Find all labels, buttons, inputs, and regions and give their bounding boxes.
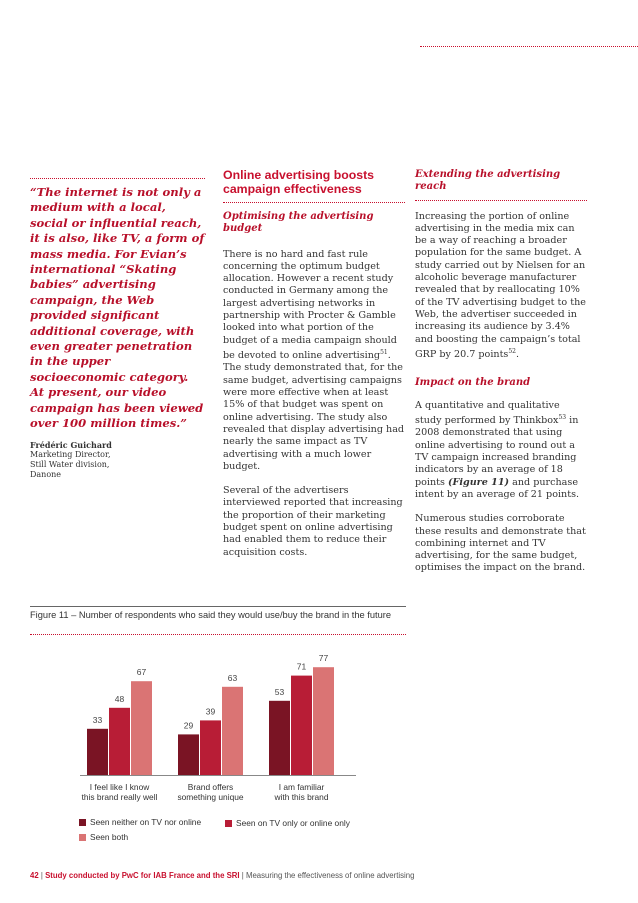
heading-rule <box>415 200 587 201</box>
footnote-ref: 53 <box>558 413 567 421</box>
quote-role-line: Marketing Director, <box>30 449 111 459</box>
pull-quote <box>30 178 205 480</box>
section-heading: Online advertising boosts campaign effectiveness <box>223 168 375 196</box>
legend-item: Seen neither on TV nor online <box>79 817 201 827</box>
paragraph: Several of the advertisers interviewed reported that increasing the proportion of their marketing budget spent on online advertising had enabled them to reduce their acquisition costs. <box>223 485 403 558</box>
footer-subtitle: Measuring the effectiveness of online advertising <box>245 871 415 880</box>
page-number: 42 <box>30 871 39 880</box>
footnote-ref: 51 <box>380 348 388 356</box>
quote-author: Frédéric Guichard <box>30 439 112 450</box>
quote-role-line: Danone <box>30 469 62 479</box>
paragraph: A quantitative and qualitative study performed by Thinkbox$^{53}$ in 2008 demonstrated that using online advertising to round out a TV campaign increased branding indicators by an average of 18 points (Figure 11) and purchase intent by an average of 21 points. <box>415 399 580 500</box>
quote-text: “The internet is not only a medium with a local, social or influential reach, it is also, like TV, a form of mass media. For Evian’s international “Skating babies” advertising campaign, the Web provided significant additional coverage, with even greater penetration in the upper socioeconomic category. At present, our video campaign has been viewed over 100 million times.” <box>30 185 205 431</box>
bar <box>131 681 152 775</box>
top-dotted-rule <box>420 46 638 47</box>
legend-swatch <box>79 834 86 841</box>
data-label: 67 <box>136 667 147 678</box>
column-middle <box>223 168 405 559</box>
data-label: 29 <box>183 720 194 731</box>
footer-title: Study conducted by PwC for IAB France and the SRI <box>45 871 240 880</box>
bar <box>313 667 334 775</box>
category-label: something unique <box>177 792 244 802</box>
quote-role-line: Still Water division, <box>30 459 110 469</box>
bar <box>109 708 130 775</box>
category-label: I feel like I know <box>89 782 150 792</box>
footnote-ref: 52 <box>508 347 516 355</box>
data-label: 48 <box>114 693 125 704</box>
data-label: 39 <box>205 706 216 717</box>
data-label: 53 <box>274 686 285 697</box>
bar <box>87 729 108 775</box>
bar <box>291 676 312 775</box>
data-label: 63 <box>227 672 238 683</box>
data-label: 77 <box>318 653 329 664</box>
legend-item: Seen on TV only or online only <box>225 818 350 828</box>
category-label: this brand really well <box>81 792 158 802</box>
paragraph: There is no hard and fast rule concerning the optimum budget allocation. However a recent study conducted in Germany among the largest advertising networks in partnership with Procter & Gamble looked into what portion of the budget of a media campaign should be devoted to online advertising$^{51}$. The study demonstrated that, for the same budget, advertising campaigns were more effective when at least 15% of that budget was spent on online advertising. The study also revealed that display advertising had nearly the same impact as TV advertising with a much lower budget. <box>223 248 405 472</box>
heading-rule <box>223 202 405 203</box>
legend-swatch <box>225 820 232 827</box>
bar <box>178 734 199 775</box>
legend-swatch <box>79 819 86 826</box>
bar <box>222 687 243 775</box>
bar <box>200 720 221 775</box>
section-heading: Extending the advertising reach <box>415 169 561 193</box>
data-label: 71 <box>296 661 307 672</box>
figure-ref: (Figure 11) <box>448 476 510 488</box>
paragraph: Increasing the portion of online advertising in the media mix can be a way of reaching a broader population for the same budget. A study carried out by Nielsen for an alcoholic beverage manufacturer revealed that by reallocating 10% of the TV advertising budget to the Web, the advertiser succeeded in increasing its audience by 3.4% and boosting the campaign’s total GRP by 20.7 points$^{52}$. <box>415 210 586 361</box>
category-label: I am familiar <box>278 782 325 792</box>
page-footer: 42 | Study conducted by PwC for IAB France and the SRI | Measuring the effectiveness of online advertising <box>30 871 415 880</box>
bar-chart <box>30 640 406 806</box>
category-label: Brand offers <box>187 782 234 792</box>
subheading: Optimising the advertising budget <box>223 211 374 235</box>
column-right <box>415 168 587 575</box>
figure-rule <box>30 634 406 635</box>
bar <box>269 701 290 775</box>
legend-item: Seen both <box>79 832 128 842</box>
category-label: with this brand <box>274 792 329 802</box>
paragraph: Numerous studies corroborate these results and demonstrate that combining internet and TV advertising, for the same budget, optimises the impact on the brand. <box>415 513 586 574</box>
figure-title: Figure 11 – Number of respondents who said they would use/buy the brand in the future <box>30 606 406 622</box>
subheading: Impact on the brand <box>415 377 531 389</box>
data-label: 33 <box>92 714 103 725</box>
